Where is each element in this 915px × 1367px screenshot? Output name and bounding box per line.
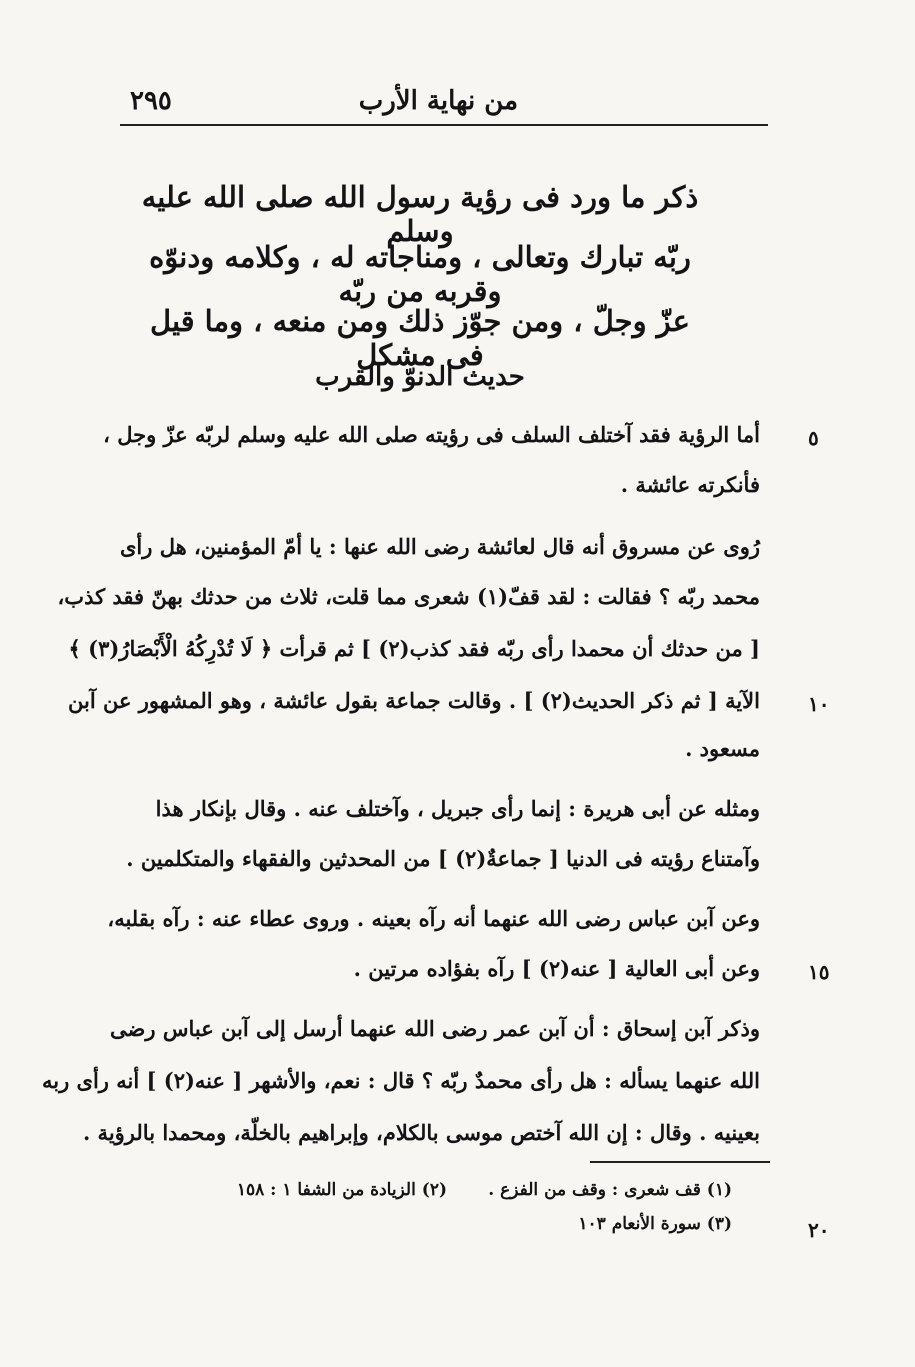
body-line: فأنكرته عائشة . — [620, 472, 760, 497]
chapter-title-line: عزّ وجلّ ، ومن جوّز ذلك ومن منعه ، وما قيل فى مشكل — [150, 304, 690, 372]
body-line: وعن أبى العالية [ عنه(٢) ] رآه بفؤاده مرتين . — [353, 956, 760, 981]
footnote-rule — [590, 1161, 770, 1163]
body-line: وعن آبن عباس رضى الله عنهما أنه رآه بعينه . وروى عطاء عنه : رآه بقلبه، — [107, 906, 760, 931]
header-rule — [120, 124, 768, 126]
chapter-title-line: ذكر ما ورد فى رؤية رسول الله صلى الله عليه وسلم — [141, 180, 699, 248]
body-line: الله عنهما يسأله : هل رأى محمدٌ ربّه ؟ قال : نعم، والأشهر [ عنه(٢) ] أنه رأى ربه — [41, 1068, 760, 1093]
body-line: أما الرؤية فقد آختلف السلف فى رؤيته صلى الله عليه وسلم لربّه عزّ وجل ، — [103, 422, 760, 447]
line-number: ٥ — [808, 426, 819, 450]
body-line: بعينيه . وقال : إن الله آختص موسى بالكلام، وإبراهيم بالخلّة، ومحمدا بالرؤية . — [82, 1120, 760, 1145]
page-number: ٢٩٥ — [130, 86, 172, 116]
chapter-title-line: ربّه تبارك وتعالى ، ومناجاته له ، وكلامه ودنوّه وقربه من ربّه — [149, 240, 691, 308]
chapter-title-line: حديث الدنوّ والقرب — [315, 362, 525, 392]
page-header — [120, 80, 768, 124]
body-line: وآمتناع رؤيته فى الدنيا [ جماعةٌ(٢) ] من المحدثين والفقهاء والمتكلمين . — [126, 846, 760, 871]
footnote: (١) قف شعرى : وقف من الفزع . — [488, 1180, 732, 1200]
running-title: من نهاية الأرب — [358, 86, 518, 116]
footnote: (٢) الزيادة من الشفا ١ : ١٥٨ — [236, 1180, 447, 1200]
line-number: ١٠ — [808, 692, 830, 716]
body-line: الآية [ ثم ذكر الحديث(٢) ] . وقالت جماعة بقول عائشة ، وهو المشهور عن آبن — [67, 688, 760, 713]
footnote: (٣) سورة الأنعام ١٠٣ — [578, 1214, 732, 1234]
body-line: [ من حدثك أن محمدا رأى ربّه فقد كذب(٢) ] ثم قرأت ﴿ لَا تُدْرِكُهُ الْأَبْصَارُ(٣) ﴾ — [68, 636, 760, 661]
body-line: محمد ربّه ؟ فقالت : لقد قفّ(١) شعرى مما قلت، ثلاث من حدثك بهنّ فقد كذب، — [57, 584, 760, 609]
body-line: وذكر آبن إسحاق : أن آبن عمر رضى الله عنهما أرسل إلى آبن عباس رضى — [110, 1016, 760, 1041]
line-number: ٢٠ — [808, 1218, 830, 1242]
body-line: ومثله عن أبى هريرة : إنما رأى جبريل ، وآختلف عنه . وقال بإنكار هذا — [155, 796, 760, 821]
body-line: رُوى عن مسروق أنه قال لعائشة رضى الله عنها : يا أمّ المؤمنين، هل رأى — [120, 534, 760, 559]
body-line: مسعود . — [685, 736, 760, 761]
line-number: ١٥ — [808, 960, 830, 984]
